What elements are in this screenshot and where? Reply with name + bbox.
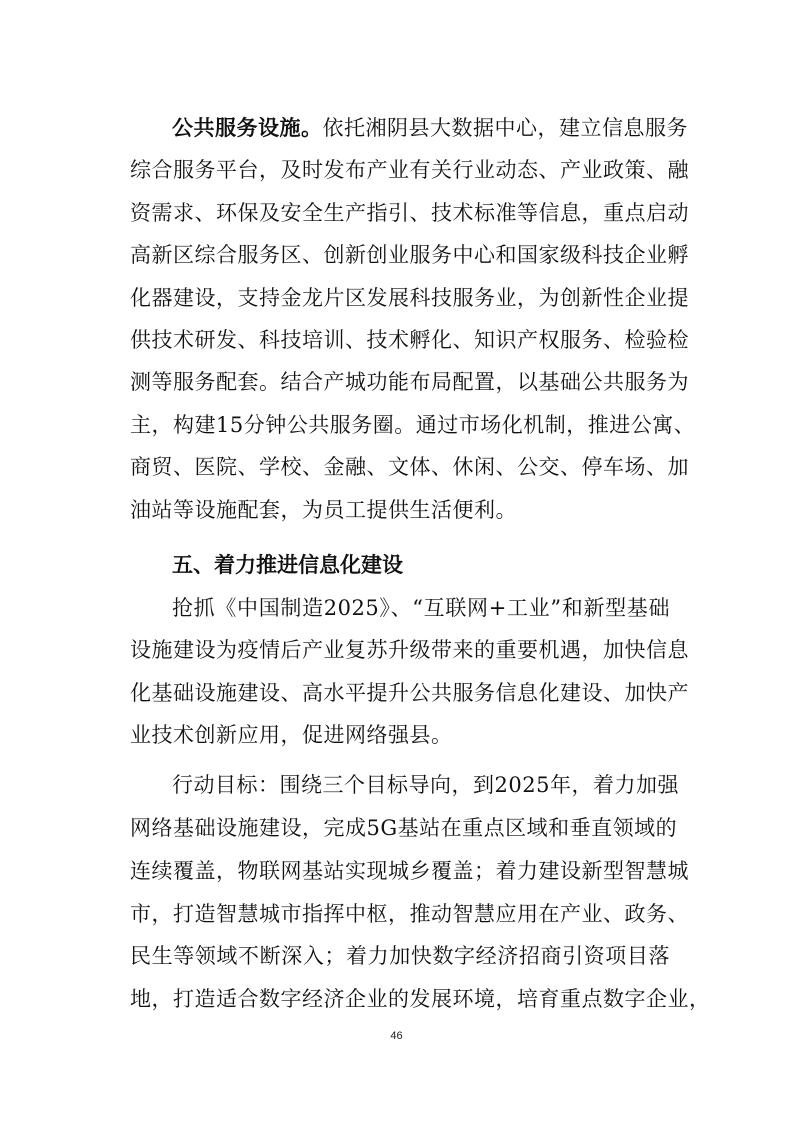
paragraph-line: 综合服务平台，及时发布产业有关行业动态、产业政策、融 xyxy=(130,158,689,182)
paragraph-line: 抢抓《中国制造2025》、“互联网+工业”和新型基础 xyxy=(172,596,670,620)
paragraph-line: 主，构建15分钟公共服务圈。通过市场化机制，推进公寓、 xyxy=(130,413,696,437)
paragraph-line: 高新区综合服务区、创新创业服务中心和国家级科技企业孵 xyxy=(130,243,689,267)
paragraph-line: 地，打造适合数字经济企业的发展环境，培育重点数字企业， xyxy=(130,987,711,1011)
paragraph-line: 业技术创新应用，促进网络强县。 xyxy=(130,723,453,747)
paragraph-line: 网络基础设施建设，完成5G基站在重点区域和垂直领域的 xyxy=(130,816,678,840)
paragraph-line: 资需求、环保及安全生产指引、技术标准等信息，重点启动 xyxy=(130,201,689,225)
paragraph-line: 油站等设施配套，为员工提供生活便利。 xyxy=(130,498,517,522)
paragraph-line: 民生等领域不断深入；着力加快数字经济招商引资项目落 xyxy=(130,944,670,968)
paragraph-line: 化基础设施建设、高水平提升公共服务信息化建设、加快产 xyxy=(130,681,689,705)
paragraph-line: 化器建设，支持金龙片区发展科技服务业，为创新性企业提 xyxy=(130,286,689,310)
page-number: 46 xyxy=(390,1030,403,1042)
paragraph-line xyxy=(172,108,688,148)
paragraph-line: 行动目标：围绕三个目标导向，到2025年，着力加强 xyxy=(172,773,679,797)
paragraph-line: 供技术研发、科技培训、技术孵化、知识产权服务、检验检 xyxy=(130,328,689,352)
paragraph-line: 市，打造智慧城市指挥中枢，推动智慧应用在产业、政务、 xyxy=(130,902,689,926)
paragraph-lead-bold: 公共服务设施。 xyxy=(172,115,323,140)
paragraph-line: 测等服务配套。结合产城功能布局配置，以基础公共服务为 xyxy=(130,370,689,394)
paragraph-line: 设施建设为疫情后产业复苏升级带来的重要机遇，加快信息 xyxy=(130,638,689,662)
paragraph-line-text: 依托湘阴县大数据中心，建立信息服务 xyxy=(322,116,688,140)
section-heading: 五、着力推进信息化建设 xyxy=(172,553,403,577)
paragraph-line: 商贸、医院、学校、金融、文体、休闲、公交、停车场、加 xyxy=(130,455,689,479)
paragraph-line: 连续覆盖，物联网基站实现城乡覆盖；着力建设新型智慧城 xyxy=(130,859,689,883)
